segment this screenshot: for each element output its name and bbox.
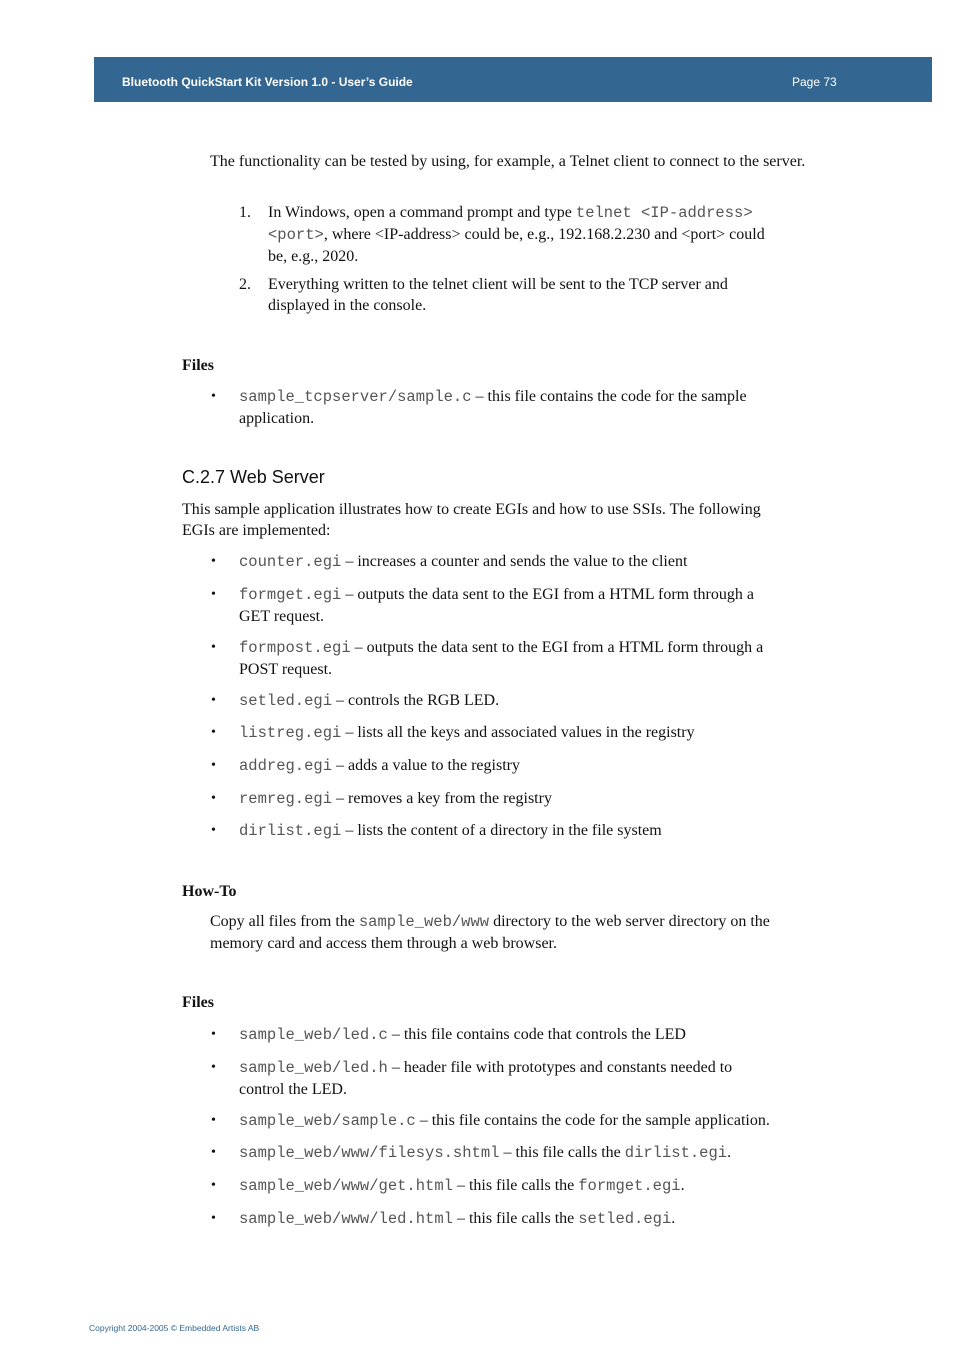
- list-item: sample_web/www/filesys.shtml – this file calls the dirlist.egi.: [239, 1144, 732, 1162]
- copyright-footer: Copyright 2004-2005 © Embedded Artists AB: [89, 1323, 260, 1333]
- intro-paragraph: The functionality can be tested by using, for example, a Telnet client to connect to the server.: [210, 153, 806, 170]
- code-inline: remreg.egi: [239, 790, 333, 808]
- step-item: In Windows, open a command prompt and type telnet <IP-address> <port>, where <IP-address> could be, e.g., 192.168.2.230 and <port> could be, e.g., 2020.: [268, 204, 765, 265]
- code-inline: setled.egi: [239, 692, 333, 710]
- code-inline: counter.egi: [239, 553, 342, 571]
- code-inline: sample_web/www/filesys.shtml: [239, 1144, 500, 1162]
- code-inline: sample_web/www: [358, 913, 490, 931]
- list-item: counter.egi – increases a counter and sends the value to the client: [239, 553, 688, 571]
- bullet: •: [211, 1178, 216, 1193]
- bullet: •: [211, 1211, 216, 1226]
- bullet: •: [211, 758, 216, 773]
- step-number: 2.: [239, 276, 251, 293]
- list-item: sample_web/led.c – this file contains code that controls the LED: [239, 1026, 686, 1044]
- bullet: •: [211, 587, 216, 602]
- bullet: •: [211, 554, 216, 569]
- list-item: setled.egi – controls the RGB LED.: [239, 692, 500, 710]
- code-inline: formpost.egi: [239, 639, 351, 657]
- list-item: sample_web/sample.c – this file contains the code for the sample application.: [239, 1112, 770, 1130]
- bullet: •: [211, 1113, 216, 1128]
- code-inline: dirlist.egi: [239, 822, 342, 840]
- code-inline: sample_web/www/led.html: [239, 1210, 453, 1228]
- bullet: •: [211, 725, 216, 740]
- section-description: This sample application illustrates how to create EGIs and how to use SSIs. The following EGIs are implemented:: [182, 501, 761, 539]
- bullet: •: [211, 1027, 216, 1042]
- code-inline: formget.egi: [239, 586, 342, 604]
- list-item: remreg.egi – removes a key from the registry: [239, 790, 552, 808]
- code-inline: <port>: [268, 226, 324, 244]
- list-item: listreg.egi – lists all the keys and associated values in the registry: [239, 724, 695, 742]
- code-inline: sample_web/led.c: [239, 1026, 388, 1044]
- code-inline: sample_tcpserver/sample.c: [239, 388, 472, 406]
- howto-paragraph: Copy all files from the sample_web/www directory to the web server directory on the memory card and access them through a web browser.: [210, 913, 770, 952]
- bullet: •: [211, 389, 216, 404]
- list-item: addreg.egi – adds a value to the registry: [239, 757, 520, 775]
- section-title: C.2.7 Web Server: [182, 467, 325, 487]
- code-inline: addreg.egi: [239, 757, 333, 775]
- code-inline: sample_web/led.h: [239, 1059, 388, 1077]
- code-inline: formget.egi: [578, 1177, 681, 1195]
- bullet: •: [211, 640, 216, 655]
- list-item: sample_tcpserver/sample.c – this file contains the code for the sample application.: [239, 388, 747, 427]
- howto-heading: How-To: [182, 883, 237, 900]
- code-inline: listreg.egi: [239, 724, 342, 742]
- step-number: 1.: [239, 204, 251, 221]
- bullet: •: [211, 1060, 216, 1075]
- code-inline: sample_web/sample.c: [239, 1112, 416, 1130]
- bullet: •: [211, 823, 216, 838]
- code-inline: telnet <IP-address>: [575, 204, 753, 222]
- page-number: Page 73: [792, 75, 837, 89]
- page-header: [94, 57, 932, 102]
- document-title: Bluetooth QuickStart Kit Version 1.0 - User’s Guide: [122, 75, 413, 89]
- list-item: formget.egi – outputs the data sent to the EGI from a HTML form through a GET request.: [239, 586, 754, 625]
- list-item: sample_web/www/get.html – this file calls the formget.egi.: [239, 1177, 685, 1195]
- files-heading: Files: [182, 994, 214, 1011]
- code-inline: dirlist.egi: [624, 1144, 728, 1162]
- bullet: •: [211, 1145, 216, 1160]
- list-item: dirlist.egi – lists the content of a directory in the file system: [239, 822, 662, 840]
- bullet: •: [211, 791, 216, 806]
- files-heading: Files: [182, 357, 214, 374]
- code-inline: sample_web/www/get.html: [239, 1177, 453, 1195]
- list-item: sample_web/www/led.html – this file calls the setled.egi.: [239, 1210, 676, 1228]
- list-item: formpost.egi – outputs the data sent to the EGI from a HTML form through a POST request.: [239, 639, 764, 678]
- list-item: sample_web/led.h – header file with prototypes and constants needed to control the LED.: [239, 1059, 733, 1098]
- bullet: •: [211, 693, 216, 708]
- code-inline: setled.egi: [578, 1210, 672, 1228]
- step-item: Everything written to the telnet client will be sent to the TCP server and displayed in the console.: [268, 276, 728, 314]
